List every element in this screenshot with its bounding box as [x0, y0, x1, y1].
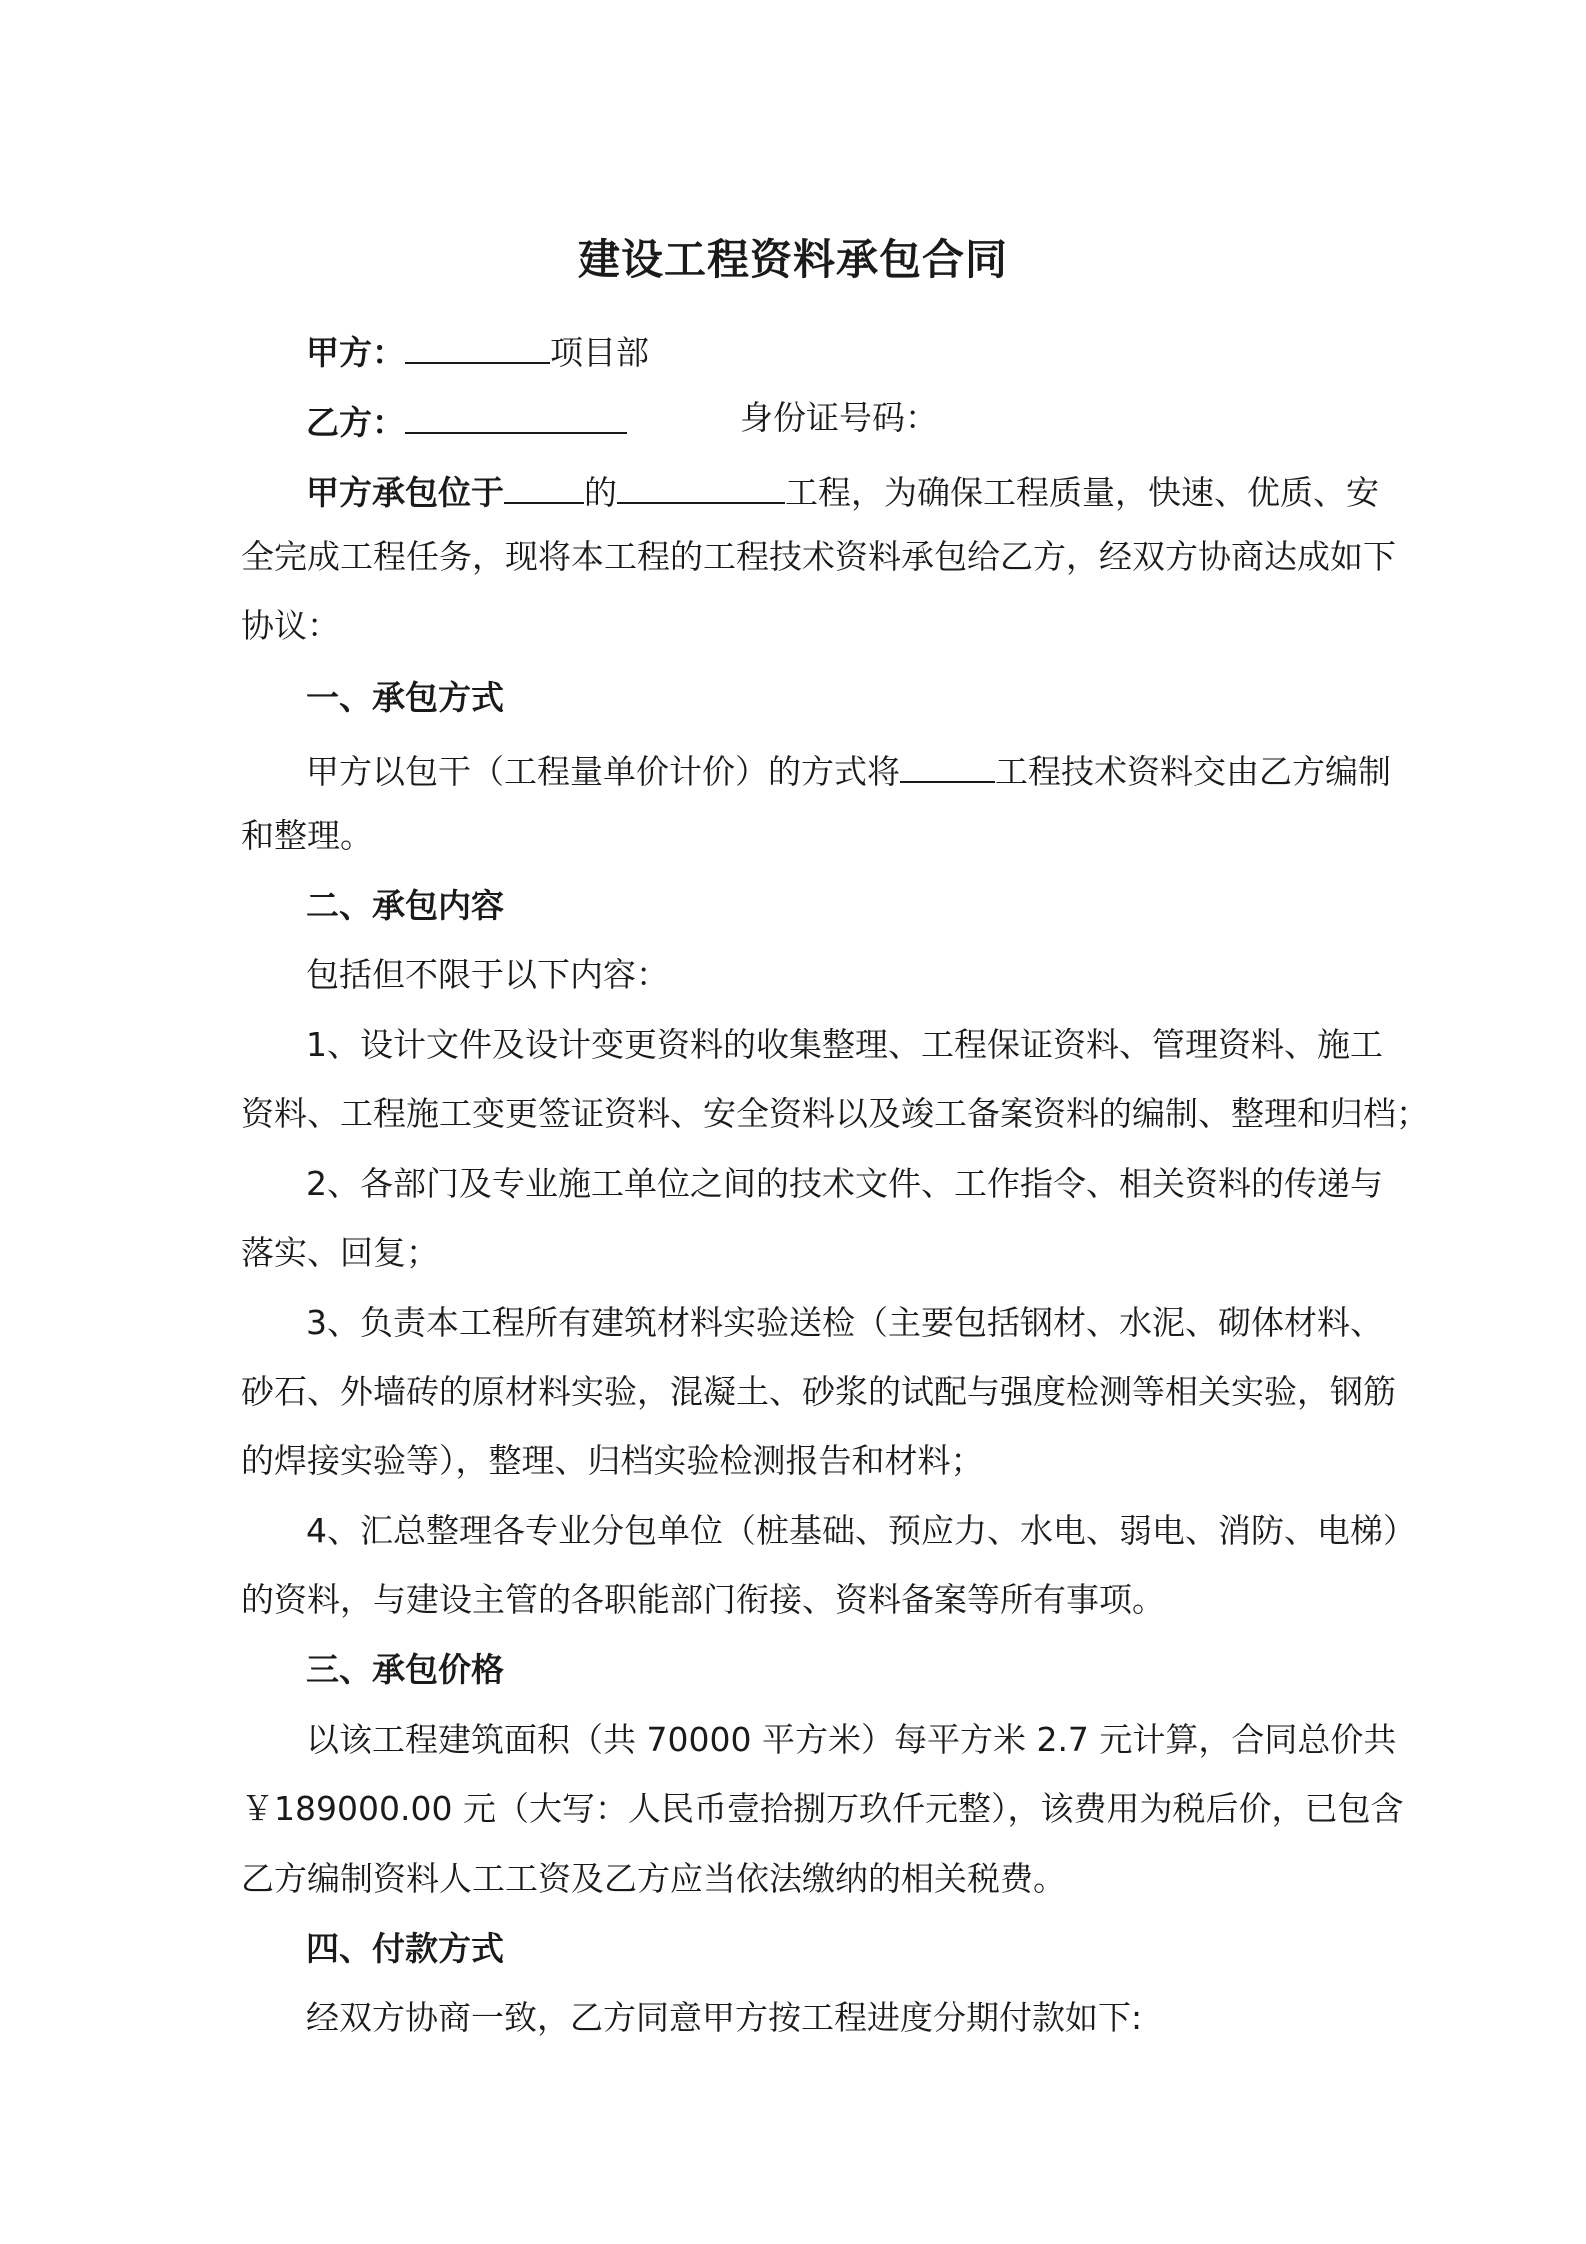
section-1-para-line-2: 和整理。	[241, 816, 373, 855]
section-2-heading: 二、承包内容	[306, 886, 504, 925]
section-1-para-a: 甲方以包干（工程量单价计价）的方式将	[306, 752, 900, 791]
item-2-line-2: 落实、回复；	[241, 1233, 439, 1272]
party-b-id-label: 身份证号码：	[740, 398, 938, 437]
intro-seg-3: 工程，为确保工程质量，快速、优质、安	[785, 473, 1379, 512]
section-3-line-2: ￥189000.00 元（大写：人民币壹拾捌万玖仟元整），该费用为税后价，已包含	[241, 1789, 1404, 1828]
item-3-line-3: 的焊接实验等），整理、归档实验检测报告和材料；	[241, 1441, 984, 1480]
section-1-para-b: 工程技术资料交由乙方编制	[995, 752, 1391, 791]
section-3-heading: 三、承包价格	[306, 1650, 504, 1689]
item-4-line-1: 4、汇总整理各专业分包单位（桩基础、预应力、水电、弱电、消防、电梯）	[306, 1511, 1416, 1550]
item-3-line-1: 3、负责本工程所有建筑材料实验送检（主要包括钢材、水泥、砌体材料、	[306, 1303, 1383, 1342]
intro-line-2: 全完成工程任务，现将本工程的工程技术资料承包给乙方，经双方协商达成如下	[241, 537, 1396, 576]
project-name-blank	[617, 466, 785, 504]
section-4-line-1: 经双方协商一致，乙方同意甲方按工程进度分期付款如下:	[306, 1998, 1143, 2037]
item-1-line-2: 资料、工程施工变更签证资料、安全资料以及竣工备案资料的编制、整理和归档；	[241, 1094, 1429, 1133]
section-3-line-1: 以该工程建筑面积（共 70000 平方米）每平方米 2.7 元计算，合同总价共	[306, 1720, 1397, 1759]
location-blank	[504, 466, 584, 504]
intro-seg-2: 的	[584, 473, 617, 512]
party-b-label: 乙方：	[306, 403, 405, 442]
party-b-line	[306, 396, 627, 445]
document-title: 建设工程资料承包合同	[577, 235, 1008, 284]
party-a-line	[306, 326, 649, 375]
section-1-para-line-1	[306, 745, 1391, 794]
section-3-line-3: 乙方编制资料人工工资及乙方应当依法缴纳的相关税费。	[241, 1859, 1066, 1898]
party-b-blank	[405, 396, 627, 434]
section-1-blank	[900, 745, 995, 783]
intro-line-3: 协议：	[241, 606, 340, 645]
section-1-heading: 一、承包方式	[306, 678, 504, 717]
intro-line-1	[306, 466, 1379, 515]
intro-seg-1: 甲方承包位于	[306, 473, 504, 512]
item-1-line-1: 1、设计文件及设计变更资料的收集整理、工程保证资料、管理资料、施工	[306, 1025, 1383, 1064]
item-2-line-1: 2、各部门及专业施工单位之间的技术文件、工作指令、相关资料的传递与	[306, 1164, 1383, 1203]
section-2-lead: 包括但不限于以下内容：	[306, 955, 669, 994]
item-3-line-2: 砂石、外墙砖的原材料实验，混凝土、砂浆的试配与强度检测等相关实验，钢筋	[241, 1372, 1396, 1411]
item-4-line-2: 的资料，与建设主管的各职能部门衔接、资料备案等所有事项。	[241, 1580, 1165, 1619]
party-a-label: 甲方：	[306, 333, 405, 372]
section-4-heading: 四、付款方式	[306, 1929, 504, 1968]
party-a-blank	[405, 326, 550, 364]
party-a-suffix: 项目部	[550, 333, 649, 372]
